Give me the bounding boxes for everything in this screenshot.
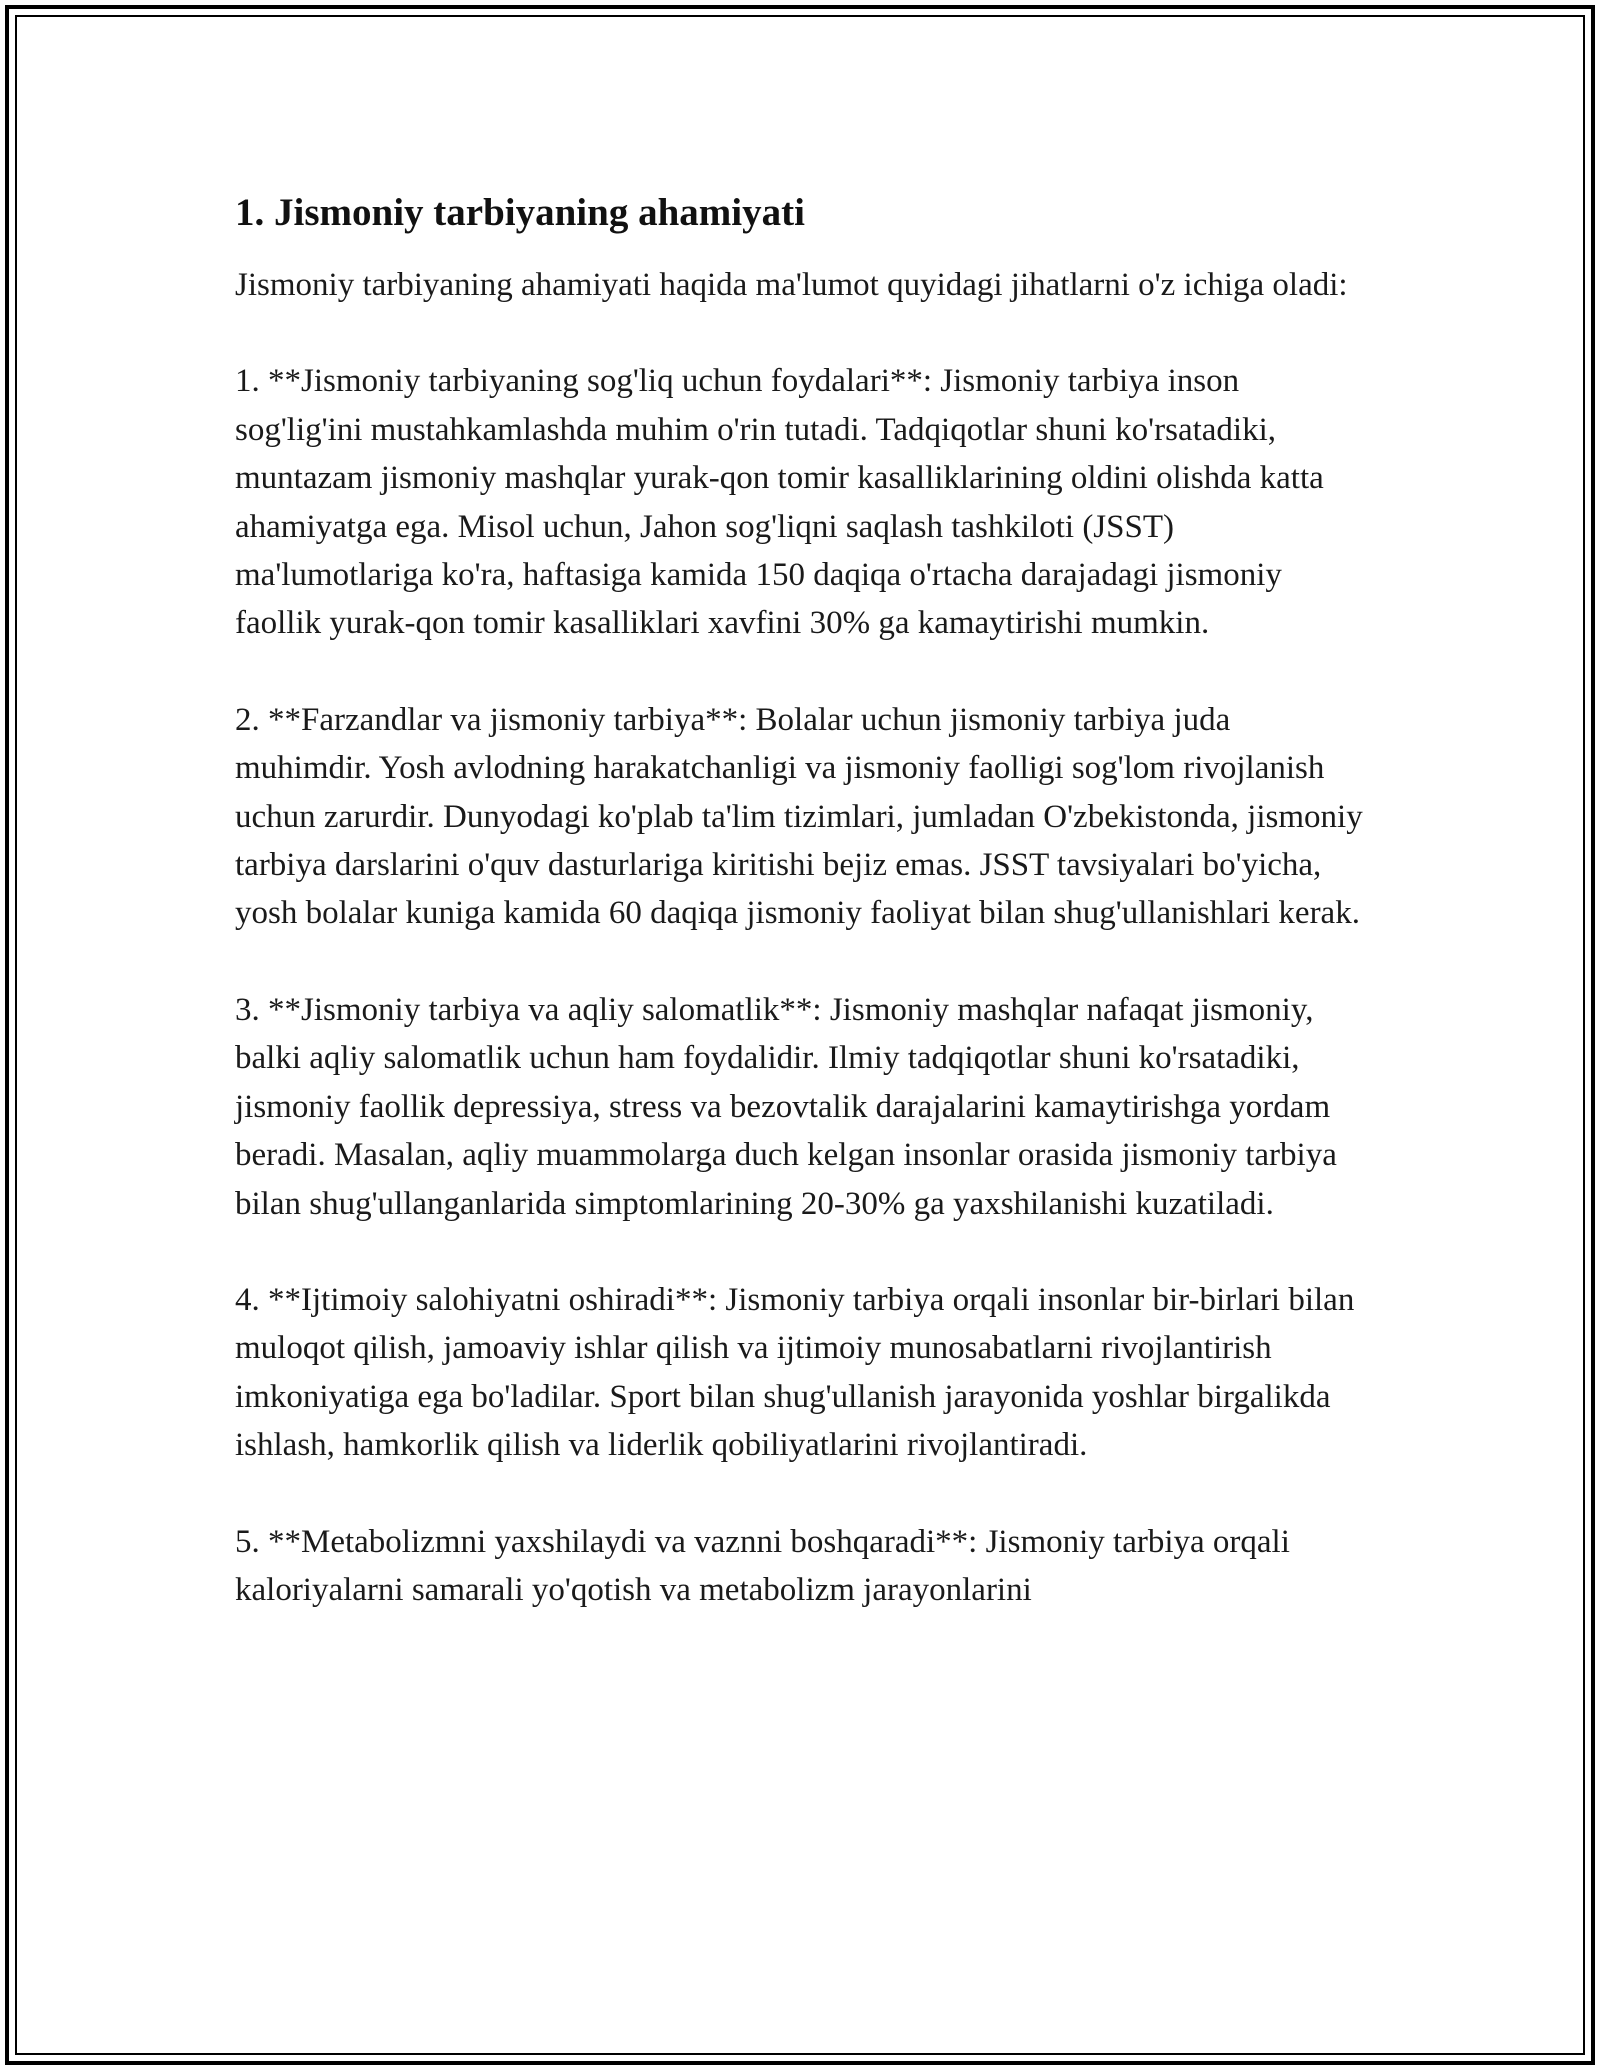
list-item-metabolism: 5. **Metabolizmni yaxshilaydi va vaznni boshqaradi**: Jismoniy tarbiya orqali kaloriyalarni samarali yo'qotish va metabolizm jarayonlarini xyxy=(235,1523,1290,1608)
list-item-children: 2. **Farzandlar va jismoniy tarbiya**: Bolalar uchun jismoniy tarbiya juda muhimdir. Yosh avlodning harakatchanligi va jismoniy faolligi sog'lom rivojlanish uchun zarurdir. Dunyodagi ko'plab ta'lim tizimlari, jumladan O'zbekistonda, jismoniy tarbiya darslarini o'quv dasturlariga kiritishi bejiz emas. JSST tavsiyalari bo'yicha, yosh bolalar kuniga kamida 60 daqiqa jismoniy faoliyat bilan shug'ullanishlari kerak. xyxy=(235,701,1363,932)
list-item-mental-health: 3. **Jismoniy tarbiya va aqliy salomatlik**: Jismoniy mashqlar nafaqat jismoniy, balki aqliy salomatlik uchun ham foydalidir. Ilmiy tadqiqotlar shuni ko'rsatadiki, jismoniy faollik depressiya, stress va bezovtalik darajalarini kamaytirishga yordam beradi. Masalan, aqliy muammolarga duch kelgan insonlar orasida jismoniy tarbiya bilan shug'ullanganlarida simptomlarining 20-30% ga yaxshilanishi kuzatiladi. xyxy=(235,991,1337,1222)
intro-paragraph: Jismoniy tarbiyaning ahamiyati haqida ma'lumot quyidagi jihatlarni o'z ichiga oladi: xyxy=(235,267,1348,303)
document-body xyxy=(235,188,1365,1662)
list-item-health-benefits: 1. **Jismoniy tarbiyaning sog'liq uchun foydalari**: Jismoniy tarbiya inson sog'lig'ini mustahkamlashda muhim o'rin tutadi. Tadqiqotlar shuni ko'rsatadiki, muntazam jismoniy mashqlar yurak-qon tomir kasalliklarining oldini olishda katta ahamiyatga ega. Misol uchun, Jahon sog'liqni saqlash tashkiloti (JSST) ma'lumotlariga ko'ra, haftasiga kamida 150 daqiqa o'rtacha darajadagi jismoniy faollik yurak-qon tomir kasalliklari xavfini 30% ga kamaytirishi mumkin. xyxy=(235,363,1324,642)
section-heading: 1. Jismoniy tarbiyaning ahamiyati xyxy=(235,191,805,234)
list-item-social-potential: 4. **Ijtimoiy salohiyatni oshiradi**: Jismoniy tarbiya orqali insonlar bir-birlari bilan muloqot qilish, jamoaviy ishlar qilish va ijtimoiy munosabatlarni rivojlantirish imkoniyatiga ega bo'ladilar. Sport bilan shug'ullanish jarayonida yoshlar birgalikda ishlash, hamkorlik qilish va liderlik qobiliyatlarini rivojlantiradi. xyxy=(235,1281,1355,1464)
